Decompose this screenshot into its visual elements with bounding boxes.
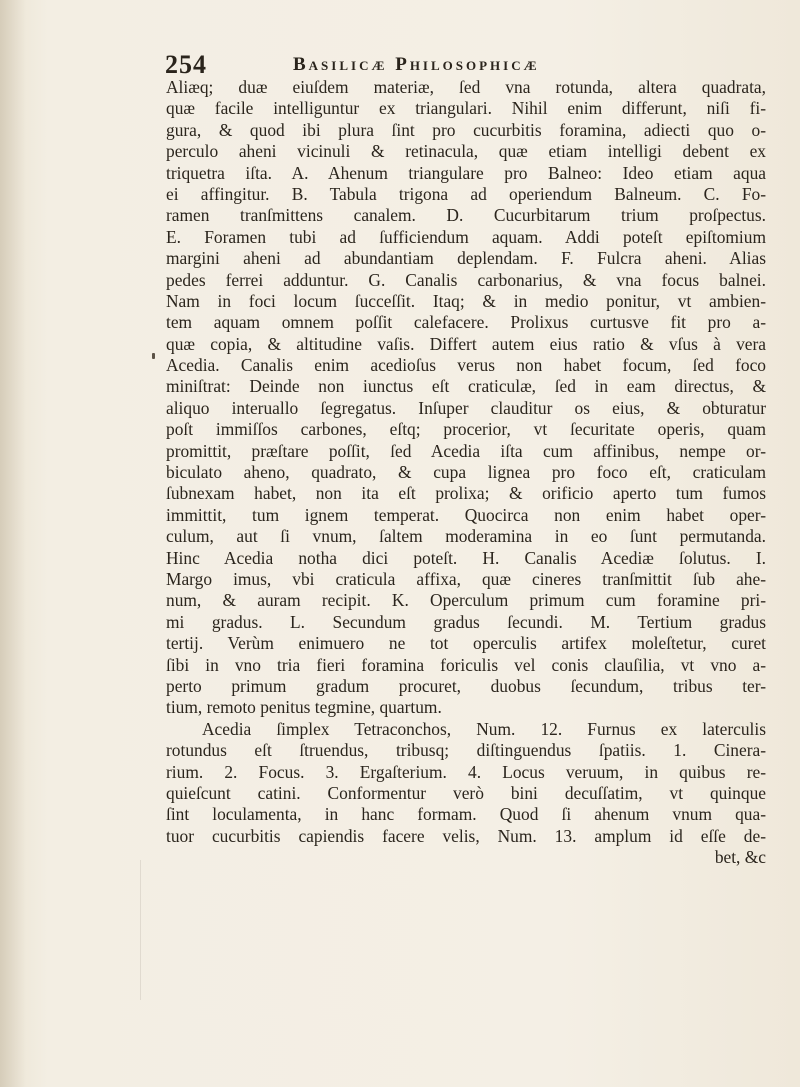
text-line: ſint loculamenta, in hanc formam. Quod ſi ahenum vnum qua- xyxy=(166,804,766,825)
text-line: ramen tranſmittens canalem. D. Cucurbitarum trium proſpectus. xyxy=(166,205,766,226)
text-line: rotundus eſt ſtruendus, tribusq; diſtinguendus ſpatiis. 1. Cinera- xyxy=(166,740,766,761)
page-gutter-shadow xyxy=(0,0,26,1087)
body-text xyxy=(166,77,766,868)
text-line: tium, remoto penitus tegmine, quartum. xyxy=(166,697,442,718)
page-header xyxy=(165,50,765,80)
ink-bleed-area xyxy=(140,860,181,1000)
text-line: quieſcunt catini. Conformentur verò bini decuſſatim, vt quinque xyxy=(166,782,766,803)
text-line: tem aquam omnem poſſit calefacere. Prolixus curtusve fit pro a- xyxy=(166,312,766,333)
running-head: Basilicæ Philosophicæ xyxy=(293,54,540,75)
text-line: biculato aheno, quadrato, & cupa lignea pro foco eſt, craticulam xyxy=(166,462,766,483)
margin-mark xyxy=(152,353,155,359)
text-line: poſt immiſſos carbones, eſtq; procerior, vt ſecuritate operis, quam xyxy=(166,419,766,440)
text-line: ſibi in vno tria fieri foramina foriculis vel conis clauſilia, vt vno a- xyxy=(166,654,766,675)
text-line: Acedia ſimplex Tetraconchos, Num. 12. Furnus ex laterculis xyxy=(202,718,766,739)
text-line: tuor cucurbitis capiendis facere velis, Num. 13. amplum id eſſe de- xyxy=(166,825,766,846)
text-line: miniſtrat: Deinde non iunctus eſt craticulæ, ſed in eam directus, & xyxy=(166,376,766,397)
text-line: immittit, tum ignem temperat. Quocirca non enim habet oper- xyxy=(166,504,766,525)
text-line: mi gradus. L. Secundum gradus ſecundi. M. Tertium gradus xyxy=(166,611,766,632)
text-line: Nam in foci locum ſucceſſit. Itaq; & in medio ponitur, vt ambien- xyxy=(166,290,766,311)
text-line: ſubnexam habet, non ita eſt prolixa; & orificio aperto tum fumos xyxy=(166,483,766,504)
text-line: gura, & quod ibi plura ſint pro cucurbitis foramina, adiecti quo o- xyxy=(166,119,766,140)
text-line: Aliæq; duæ eiuſdem materiæ, ſed vna rotunda, altera quadrata, xyxy=(166,77,766,97)
text-line: Acedia. Canalis enim acedioſus verus non habet focum, ſed foco xyxy=(166,355,766,376)
page-number: 254 xyxy=(165,50,207,79)
text-line: perculo aheni vicinuli & retinacula, quæ etiam intelligi debent ex xyxy=(166,141,766,162)
text-line: Hinc Acedia notha dici poteſt. H. Canalis Acediæ ſolutus. I. xyxy=(166,547,766,568)
text-line: triquetra iſta. A. Ahenum triangulare pro Balneo: Ideo etiam aqua xyxy=(166,162,766,183)
text-line: perto primum gradum procuret, duobus ſecundum, tribus ter- xyxy=(166,675,766,696)
text-line: pedes ferrei adduntur. G. Canalis carbonarius, & vna focus balnei. xyxy=(166,269,766,290)
catchword: bet, &c xyxy=(714,847,766,868)
text-line: quæ facile intelliguntur ex triangulari. Nihil enim differunt, niſi fi- xyxy=(166,98,766,119)
text-line: aliquo interuallo ſegregatus. Inſuper clauditur os eius, & obturatur xyxy=(166,397,766,418)
text-line: margini aheni ad abundantiam deplendam. F. Fulcra aheni. Alias xyxy=(166,248,766,269)
text-line: ei affingitur. B. Tabula trigona ad operiendum Balneum. C. Fo- xyxy=(166,183,766,204)
text-line: promittit, præſtare poſſit, ſed Acedia iſta cum affinibus, nempe or- xyxy=(166,440,766,461)
text-line: rium. 2. Focus. 3. Ergaſterium. 4. Locus veruum, in quibus re- xyxy=(166,761,766,782)
text-line: E. Foramen tubi ad ſufficiendum aquam. Addi poteſt epiſtomium xyxy=(166,226,766,247)
text-line: culum, aut ſi vnum, ſaltem moderamina in eo ſunt permutanda. xyxy=(166,526,766,547)
text-line: quæ copia, & altitudine vaſis. Differt autem eius ratio & vſus à vera xyxy=(166,333,766,354)
text-line: num, & auram recipit. K. Operculum primum cum foramine pri- xyxy=(166,590,766,611)
text-line: tertij. Verùm enimuero ne tot operculis artifex moleſtetur, curet xyxy=(166,633,766,654)
text-line: Margo imus, vbi craticula affixa, quæ cineres tranſmittit ſub ahe- xyxy=(166,568,766,589)
